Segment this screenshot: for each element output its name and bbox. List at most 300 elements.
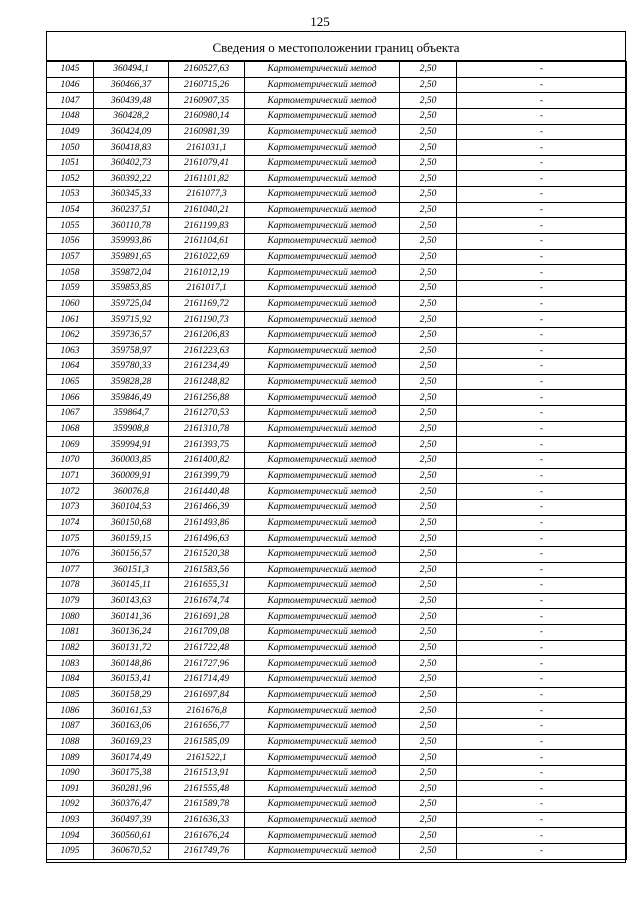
description-cell: - bbox=[457, 453, 627, 469]
accuracy-cell: 2,50 bbox=[400, 218, 457, 234]
table-row bbox=[47, 406, 627, 422]
method-cell: Картометрический метод bbox=[245, 609, 400, 625]
point-number-cell: 1055 bbox=[47, 218, 94, 234]
table-row bbox=[47, 234, 627, 250]
point-number-cell: 1090 bbox=[47, 765, 94, 781]
point-number-cell: 1082 bbox=[47, 640, 94, 656]
description-cell: - bbox=[457, 562, 627, 578]
y-coordinate-cell: 2161691,28 bbox=[169, 609, 245, 625]
x-coordinate-cell: 360163,06 bbox=[94, 718, 169, 734]
y-coordinate-cell: 2161393,75 bbox=[169, 437, 245, 453]
x-coordinate-cell: 360281,96 bbox=[94, 781, 169, 797]
description-cell: - bbox=[457, 421, 627, 437]
point-number-cell: 1063 bbox=[47, 343, 94, 359]
table-row bbox=[47, 468, 627, 484]
y-coordinate-cell: 2160980,14 bbox=[169, 108, 245, 124]
description-cell: - bbox=[457, 578, 627, 594]
accuracy-cell: 2,50 bbox=[400, 108, 457, 124]
method-cell: Картометрический метод bbox=[245, 390, 400, 406]
x-coordinate-cell: 360169,23 bbox=[94, 734, 169, 750]
x-coordinate-cell: 360161,53 bbox=[94, 703, 169, 719]
description-cell: - bbox=[457, 280, 627, 296]
table-row bbox=[47, 797, 627, 813]
point-number-cell: 1092 bbox=[47, 797, 94, 813]
point-number-cell: 1060 bbox=[47, 296, 94, 312]
point-number-cell: 1076 bbox=[47, 546, 94, 562]
y-coordinate-cell: 2161709,08 bbox=[169, 625, 245, 641]
table-row bbox=[47, 421, 627, 437]
table-row bbox=[47, 312, 627, 328]
description-cell: - bbox=[457, 234, 627, 250]
description-cell: - bbox=[457, 484, 627, 500]
y-coordinate-cell: 2161022,69 bbox=[169, 249, 245, 265]
point-number-cell: 1067 bbox=[47, 406, 94, 422]
table-row bbox=[47, 812, 627, 828]
method-cell: Картометрический метод bbox=[245, 640, 400, 656]
y-coordinate-cell: 2161310,78 bbox=[169, 421, 245, 437]
method-cell: Картометрический метод bbox=[245, 62, 400, 78]
table-row bbox=[47, 718, 627, 734]
method-cell: Картометрический метод bbox=[245, 578, 400, 594]
accuracy-cell: 2,50 bbox=[400, 62, 457, 78]
point-number-cell: 1089 bbox=[47, 750, 94, 766]
accuracy-cell: 2,50 bbox=[400, 578, 457, 594]
table-row bbox=[47, 828, 627, 844]
point-number-cell: 1051 bbox=[47, 155, 94, 171]
y-coordinate-cell: 2161190,73 bbox=[169, 312, 245, 328]
accuracy-cell: 2,50 bbox=[400, 828, 457, 844]
description-cell: - bbox=[457, 515, 627, 531]
description-cell: - bbox=[457, 155, 627, 171]
y-coordinate-cell: 2161749,76 bbox=[169, 844, 245, 860]
accuracy-cell: 2,50 bbox=[400, 374, 457, 390]
x-coordinate-cell: 360151,3 bbox=[94, 562, 169, 578]
accuracy-cell: 2,50 bbox=[400, 734, 457, 750]
accuracy-cell: 2,50 bbox=[400, 202, 457, 218]
table-row bbox=[47, 687, 627, 703]
method-cell: Картометрический метод bbox=[245, 781, 400, 797]
coordinates-table-body bbox=[47, 62, 627, 860]
y-coordinate-cell: 2161656,77 bbox=[169, 718, 245, 734]
method-cell: Картометрический метод bbox=[245, 593, 400, 609]
table-row bbox=[47, 734, 627, 750]
description-cell: - bbox=[457, 390, 627, 406]
x-coordinate-cell: 360439,48 bbox=[94, 93, 169, 109]
description-cell: - bbox=[457, 718, 627, 734]
point-number-cell: 1087 bbox=[47, 718, 94, 734]
description-cell: - bbox=[457, 609, 627, 625]
description-cell: - bbox=[457, 265, 627, 281]
point-number-cell: 1052 bbox=[47, 171, 94, 187]
method-cell: Картометрический метод bbox=[245, 656, 400, 672]
x-coordinate-cell: 360076,8 bbox=[94, 484, 169, 500]
description-cell: - bbox=[457, 531, 627, 547]
x-coordinate-cell: 360237,51 bbox=[94, 202, 169, 218]
x-coordinate-cell: 360376,47 bbox=[94, 797, 169, 813]
method-cell: Картометрический метод bbox=[245, 249, 400, 265]
accuracy-cell: 2,50 bbox=[400, 187, 457, 203]
table-row bbox=[47, 593, 627, 609]
method-cell: Картометрический метод bbox=[245, 187, 400, 203]
method-cell: Картометрический метод bbox=[245, 265, 400, 281]
y-coordinate-cell: 2161727,96 bbox=[169, 656, 245, 672]
y-coordinate-cell: 2160715,26 bbox=[169, 77, 245, 93]
method-cell: Картометрический метод bbox=[245, 280, 400, 296]
point-number-cell: 1081 bbox=[47, 625, 94, 641]
description-cell: - bbox=[457, 656, 627, 672]
x-coordinate-cell: 360141,36 bbox=[94, 609, 169, 625]
x-coordinate-cell: 359846,49 bbox=[94, 390, 169, 406]
table-row bbox=[47, 140, 627, 156]
description-cell: - bbox=[457, 812, 627, 828]
table-row bbox=[47, 578, 627, 594]
description-cell: - bbox=[457, 671, 627, 687]
point-number-cell: 1066 bbox=[47, 390, 94, 406]
x-coordinate-cell: 360424,09 bbox=[94, 124, 169, 140]
x-coordinate-cell: 359780,33 bbox=[94, 359, 169, 375]
x-coordinate-cell: 360466,37 bbox=[94, 77, 169, 93]
table-row bbox=[47, 93, 627, 109]
table-row bbox=[47, 296, 627, 312]
accuracy-cell: 2,50 bbox=[400, 546, 457, 562]
method-cell: Картометрический метод bbox=[245, 468, 400, 484]
y-coordinate-cell: 2161031,1 bbox=[169, 140, 245, 156]
accuracy-cell: 2,50 bbox=[400, 124, 457, 140]
x-coordinate-cell: 359758,97 bbox=[94, 343, 169, 359]
accuracy-cell: 2,50 bbox=[400, 750, 457, 766]
accuracy-cell: 2,50 bbox=[400, 265, 457, 281]
y-coordinate-cell: 2161399,79 bbox=[169, 468, 245, 484]
accuracy-cell: 2,50 bbox=[400, 343, 457, 359]
x-coordinate-cell: 360158,29 bbox=[94, 687, 169, 703]
point-number-cell: 1094 bbox=[47, 828, 94, 844]
x-coordinate-cell: 360156,57 bbox=[94, 546, 169, 562]
x-coordinate-cell: 360175,38 bbox=[94, 765, 169, 781]
y-coordinate-cell: 2161199,83 bbox=[169, 218, 245, 234]
x-coordinate-cell: 360670,52 bbox=[94, 844, 169, 860]
y-coordinate-cell: 2161555,48 bbox=[169, 781, 245, 797]
y-coordinate-cell: 2161012,19 bbox=[169, 265, 245, 281]
point-number-cell: 1088 bbox=[47, 734, 94, 750]
description-cell: - bbox=[457, 218, 627, 234]
x-coordinate-cell: 360153,41 bbox=[94, 671, 169, 687]
table-row bbox=[47, 374, 627, 390]
y-coordinate-cell: 2161722,48 bbox=[169, 640, 245, 656]
description-cell: - bbox=[457, 249, 627, 265]
point-number-cell: 1073 bbox=[47, 499, 94, 515]
description-cell: - bbox=[457, 468, 627, 484]
point-number-cell: 1053 bbox=[47, 187, 94, 203]
description-cell: - bbox=[457, 593, 627, 609]
table-row bbox=[47, 531, 627, 547]
method-cell: Картометрический метод bbox=[245, 155, 400, 171]
y-coordinate-cell: 2161676,24 bbox=[169, 828, 245, 844]
table-row bbox=[47, 844, 627, 860]
point-number-cell: 1083 bbox=[47, 656, 94, 672]
x-coordinate-cell: 359853,85 bbox=[94, 280, 169, 296]
y-coordinate-cell: 2161223,63 bbox=[169, 343, 245, 359]
accuracy-cell: 2,50 bbox=[400, 171, 457, 187]
method-cell: Картометрический метод bbox=[245, 218, 400, 234]
y-coordinate-cell: 2161466,39 bbox=[169, 499, 245, 515]
method-cell: Картометрический метод bbox=[245, 77, 400, 93]
point-number-cell: 1050 bbox=[47, 140, 94, 156]
accuracy-cell: 2,50 bbox=[400, 93, 457, 109]
x-coordinate-cell: 360497,39 bbox=[94, 812, 169, 828]
point-number-cell: 1048 bbox=[47, 108, 94, 124]
accuracy-cell: 2,50 bbox=[400, 797, 457, 813]
description-cell: - bbox=[457, 77, 627, 93]
point-number-cell: 1056 bbox=[47, 234, 94, 250]
point-number-cell: 1080 bbox=[47, 609, 94, 625]
accuracy-cell: 2,50 bbox=[400, 390, 457, 406]
description-cell: - bbox=[457, 202, 627, 218]
table-row bbox=[47, 124, 627, 140]
point-number-cell: 1064 bbox=[47, 359, 94, 375]
description-cell: - bbox=[457, 406, 627, 422]
table-row bbox=[47, 171, 627, 187]
description-cell: - bbox=[457, 499, 627, 515]
method-cell: Картометрический метод bbox=[245, 797, 400, 813]
accuracy-cell: 2,50 bbox=[400, 140, 457, 156]
boundary-table-sheet bbox=[46, 31, 626, 863]
method-cell: Картометрический метод bbox=[245, 687, 400, 703]
point-number-cell: 1065 bbox=[47, 374, 94, 390]
method-cell: Картометрический метод bbox=[245, 453, 400, 469]
method-cell: Картометрический метод bbox=[245, 202, 400, 218]
table-row bbox=[47, 62, 627, 78]
point-number-cell: 1072 bbox=[47, 484, 94, 500]
table-row bbox=[47, 265, 627, 281]
point-number-cell: 1095 bbox=[47, 844, 94, 860]
table-row bbox=[47, 546, 627, 562]
table-row bbox=[47, 77, 627, 93]
point-number-cell: 1045 bbox=[47, 62, 94, 78]
description-cell: - bbox=[457, 640, 627, 656]
y-coordinate-cell: 2161496,63 bbox=[169, 531, 245, 547]
method-cell: Картометрический метод bbox=[245, 437, 400, 453]
point-number-cell: 1071 bbox=[47, 468, 94, 484]
y-coordinate-cell: 2161589,78 bbox=[169, 797, 245, 813]
x-coordinate-cell: 359994,91 bbox=[94, 437, 169, 453]
accuracy-cell: 2,50 bbox=[400, 406, 457, 422]
y-coordinate-cell: 2161583,56 bbox=[169, 562, 245, 578]
method-cell: Картометрический метод bbox=[245, 124, 400, 140]
accuracy-cell: 2,50 bbox=[400, 656, 457, 672]
method-cell: Картометрический метод bbox=[245, 734, 400, 750]
description-cell: - bbox=[457, 781, 627, 797]
accuracy-cell: 2,50 bbox=[400, 593, 457, 609]
point-number-cell: 1077 bbox=[47, 562, 94, 578]
accuracy-cell: 2,50 bbox=[400, 640, 457, 656]
method-cell: Картометрический метод bbox=[245, 421, 400, 437]
y-coordinate-cell: 2160907,35 bbox=[169, 93, 245, 109]
method-cell: Картометрический метод bbox=[245, 765, 400, 781]
point-number-cell: 1078 bbox=[47, 578, 94, 594]
y-coordinate-cell: 2161522,1 bbox=[169, 750, 245, 766]
y-coordinate-cell: 2161206,83 bbox=[169, 327, 245, 343]
y-coordinate-cell: 2161248,82 bbox=[169, 374, 245, 390]
method-cell: Картометрический метод bbox=[245, 844, 400, 860]
x-coordinate-cell: 359872,04 bbox=[94, 265, 169, 281]
table-row bbox=[47, 765, 627, 781]
table-row bbox=[47, 656, 627, 672]
x-coordinate-cell: 360143,63 bbox=[94, 593, 169, 609]
table-title: Сведения о местоположении границ объекта bbox=[47, 32, 625, 61]
y-coordinate-cell: 2161104,61 bbox=[169, 234, 245, 250]
description-cell: - bbox=[457, 312, 627, 328]
x-coordinate-cell: 360494,1 bbox=[94, 62, 169, 78]
method-cell: Картометрический метод bbox=[245, 499, 400, 515]
y-coordinate-cell: 2161440,48 bbox=[169, 484, 245, 500]
accuracy-cell: 2,50 bbox=[400, 625, 457, 641]
y-coordinate-cell: 2161256,88 bbox=[169, 390, 245, 406]
description-cell: - bbox=[457, 62, 627, 78]
description-cell: - bbox=[457, 359, 627, 375]
table-row bbox=[47, 640, 627, 656]
point-number-cell: 1057 bbox=[47, 249, 94, 265]
x-coordinate-cell: 359715,92 bbox=[94, 312, 169, 328]
x-coordinate-cell: 360174,49 bbox=[94, 750, 169, 766]
x-coordinate-cell: 360150,68 bbox=[94, 515, 169, 531]
x-coordinate-cell: 360009,91 bbox=[94, 468, 169, 484]
method-cell: Картометрический метод bbox=[245, 703, 400, 719]
y-coordinate-cell: 2160981,39 bbox=[169, 124, 245, 140]
y-coordinate-cell: 2161513,91 bbox=[169, 765, 245, 781]
x-coordinate-cell: 360131,72 bbox=[94, 640, 169, 656]
description-cell: - bbox=[457, 171, 627, 187]
table-row bbox=[47, 562, 627, 578]
x-coordinate-cell: 360148,86 bbox=[94, 656, 169, 672]
table-row bbox=[47, 437, 627, 453]
y-coordinate-cell: 2161101,82 bbox=[169, 171, 245, 187]
method-cell: Картометрический метод bbox=[245, 625, 400, 641]
method-cell: Картометрический метод bbox=[245, 296, 400, 312]
y-coordinate-cell: 2161270,53 bbox=[169, 406, 245, 422]
accuracy-cell: 2,50 bbox=[400, 765, 457, 781]
table-row bbox=[47, 249, 627, 265]
y-coordinate-cell: 2161040,21 bbox=[169, 202, 245, 218]
table-row bbox=[47, 609, 627, 625]
accuracy-cell: 2,50 bbox=[400, 687, 457, 703]
point-number-cell: 1054 bbox=[47, 202, 94, 218]
accuracy-cell: 2,50 bbox=[400, 437, 457, 453]
table-row bbox=[47, 390, 627, 406]
table-row bbox=[47, 327, 627, 343]
description-cell: - bbox=[457, 187, 627, 203]
point-number-cell: 1070 bbox=[47, 453, 94, 469]
method-cell: Картометрический метод bbox=[245, 671, 400, 687]
y-coordinate-cell: 2161714,49 bbox=[169, 671, 245, 687]
method-cell: Картометрический метод bbox=[245, 484, 400, 500]
description-cell: - bbox=[457, 703, 627, 719]
description-cell: - bbox=[457, 374, 627, 390]
description-cell: - bbox=[457, 828, 627, 844]
x-coordinate-cell: 360003,85 bbox=[94, 453, 169, 469]
table-row bbox=[47, 202, 627, 218]
point-number-cell: 1058 bbox=[47, 265, 94, 281]
x-coordinate-cell: 360159,15 bbox=[94, 531, 169, 547]
description-cell: - bbox=[457, 625, 627, 641]
method-cell: Картометрический метод bbox=[245, 93, 400, 109]
x-coordinate-cell: 359864,7 bbox=[94, 406, 169, 422]
point-number-cell: 1046 bbox=[47, 77, 94, 93]
method-cell: Картометрический метод bbox=[245, 140, 400, 156]
accuracy-cell: 2,50 bbox=[400, 515, 457, 531]
table-row bbox=[47, 750, 627, 766]
accuracy-cell: 2,50 bbox=[400, 77, 457, 93]
description-cell: - bbox=[457, 437, 627, 453]
method-cell: Картометрический метод bbox=[245, 750, 400, 766]
accuracy-cell: 2,50 bbox=[400, 609, 457, 625]
point-number-cell: 1068 bbox=[47, 421, 94, 437]
x-coordinate-cell: 360136,24 bbox=[94, 625, 169, 641]
y-coordinate-cell: 2161585,09 bbox=[169, 734, 245, 750]
description-cell: - bbox=[457, 327, 627, 343]
accuracy-cell: 2,50 bbox=[400, 155, 457, 171]
point-number-cell: 1047 bbox=[47, 93, 94, 109]
coordinates-table bbox=[46, 61, 627, 860]
y-coordinate-cell: 2161674,74 bbox=[169, 593, 245, 609]
y-coordinate-cell: 2161676,8 bbox=[169, 703, 245, 719]
accuracy-cell: 2,50 bbox=[400, 703, 457, 719]
x-coordinate-cell: 359908,8 bbox=[94, 421, 169, 437]
table-row bbox=[47, 453, 627, 469]
description-cell: - bbox=[457, 343, 627, 359]
point-number-cell: 1075 bbox=[47, 531, 94, 547]
method-cell: Картометрический метод bbox=[245, 343, 400, 359]
method-cell: Картометрический метод bbox=[245, 531, 400, 547]
accuracy-cell: 2,50 bbox=[400, 453, 457, 469]
y-coordinate-cell: 2161017,1 bbox=[169, 280, 245, 296]
x-coordinate-cell: 360392,22 bbox=[94, 171, 169, 187]
point-number-cell: 1074 bbox=[47, 515, 94, 531]
method-cell: Картометрический метод bbox=[245, 312, 400, 328]
accuracy-cell: 2,50 bbox=[400, 562, 457, 578]
method-cell: Картометрический метод bbox=[245, 812, 400, 828]
y-coordinate-cell: 2161234,49 bbox=[169, 359, 245, 375]
x-coordinate-cell: 359828,28 bbox=[94, 374, 169, 390]
y-coordinate-cell: 2161077,3 bbox=[169, 187, 245, 203]
method-cell: Картометрический метод bbox=[245, 406, 400, 422]
y-coordinate-cell: 2161169,72 bbox=[169, 296, 245, 312]
description-cell: - bbox=[457, 140, 627, 156]
accuracy-cell: 2,50 bbox=[400, 531, 457, 547]
method-cell: Картометрический метод bbox=[245, 562, 400, 578]
description-cell: - bbox=[457, 93, 627, 109]
point-number-cell: 1086 bbox=[47, 703, 94, 719]
x-coordinate-cell: 359993,86 bbox=[94, 234, 169, 250]
method-cell: Картометрический метод bbox=[245, 515, 400, 531]
accuracy-cell: 2,50 bbox=[400, 844, 457, 860]
description-cell: - bbox=[457, 844, 627, 860]
accuracy-cell: 2,50 bbox=[400, 280, 457, 296]
table-row bbox=[47, 703, 627, 719]
method-cell: Картометрический метод bbox=[245, 108, 400, 124]
y-coordinate-cell: 2161655,31 bbox=[169, 578, 245, 594]
table-row bbox=[47, 671, 627, 687]
x-coordinate-cell: 359891,65 bbox=[94, 249, 169, 265]
x-coordinate-cell: 360110,78 bbox=[94, 218, 169, 234]
table-row bbox=[47, 625, 627, 641]
accuracy-cell: 2,50 bbox=[400, 421, 457, 437]
accuracy-cell: 2,50 bbox=[400, 671, 457, 687]
point-number-cell: 1069 bbox=[47, 437, 94, 453]
point-number-cell: 1049 bbox=[47, 124, 94, 140]
accuracy-cell: 2,50 bbox=[400, 484, 457, 500]
table-row bbox=[47, 359, 627, 375]
description-cell: - bbox=[457, 546, 627, 562]
